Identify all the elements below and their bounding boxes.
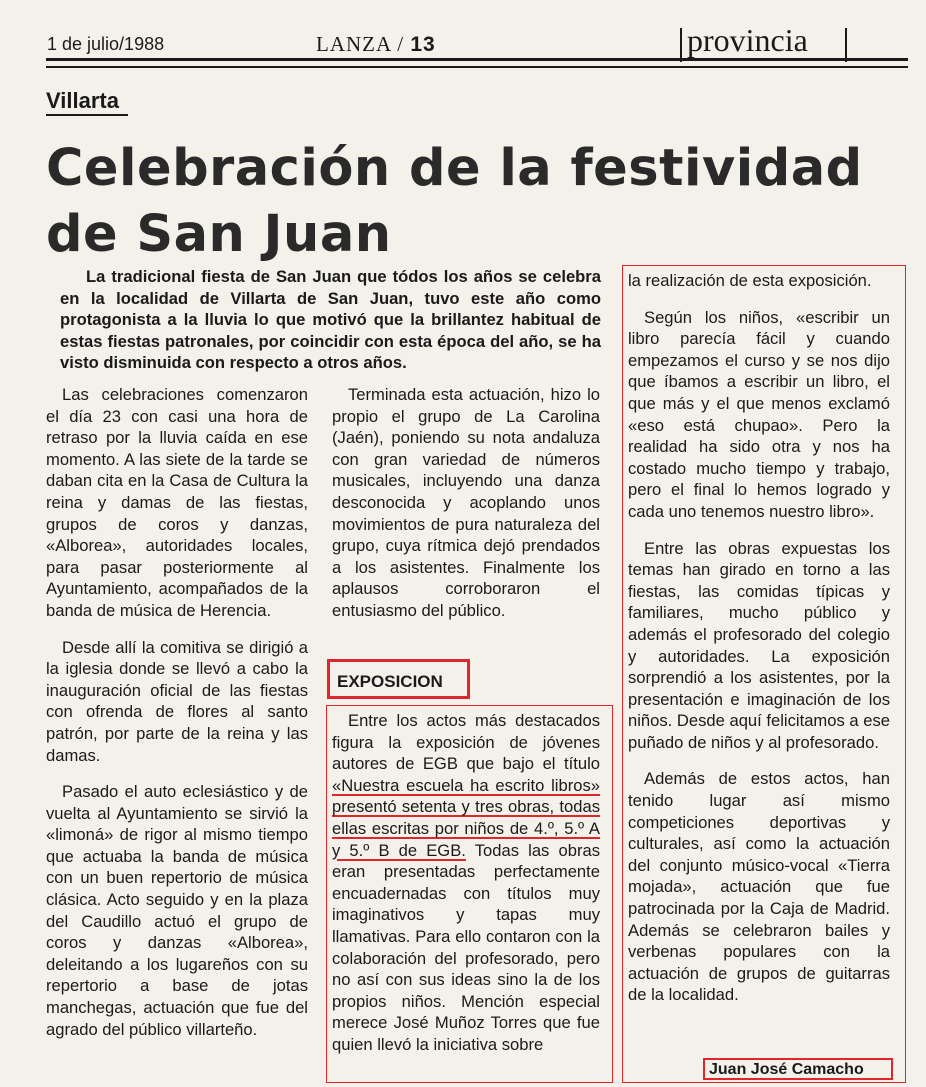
header-rule-bottom bbox=[46, 66, 908, 68]
paragraph: Terminada esta actuación, hizo lo propio el grupo de La Carolina (Jaén), poniendo su nota andaluza con gran variedad de números musicales, incluyendo una danza desconocida y acoplando unos movimientos de pura naturaleza del grupo, cuya rítmica dejó prendados a los asistentes. Finalmente los aplausos corroboraron el entusiasmo del público. bbox=[332, 385, 600, 620]
issue-date: 1 de julio/1988 bbox=[47, 34, 165, 54]
header-rule-top bbox=[46, 58, 908, 61]
paragraph: Pasado el auto eclesiástico y de vuelta al Ayuntamiento se sirvió la «limoná» de rigor al mismo tiempo que actuaba la banda de música con un buen repertorio de música clásica. Acto seguido y en la plaza del Caudillo actuó el grupo de coros y danzas «Alborea», deleitando a los lugareños con su repertorio a base de jotas manchegas, actuación que fue del agrado del público villarteño. bbox=[46, 782, 308, 1039]
column-2 bbox=[332, 384, 600, 622]
kicker-underline bbox=[46, 114, 128, 116]
expo-text-c: Todas las obras eran presentadas perfectamente encuadernadas con títulos muy imaginativos y tapas muy llamativas. Para ello contaron con la colaboración del profesorado, pero no así con sus ideas sino la de los propios niños. Mención especial merece José Muñoz Torres que fue quien llevó la iniciativa sobre bbox=[332, 840, 600, 1054]
paragraph: Las celebraciones comenzaron el día 23 con casi una hora de retraso por la lluvia caída en ese momento. A las siete de la tarde se daban cita en la Casa de Cultura la reina y damas de las fiestas, grupos de coros y danzas, «Alborea», autoridades locales, para pasar posteriormente al Ayuntamiento, acompañados de la banda de música de Herencia. bbox=[46, 385, 308, 620]
section-subhead: EXPOSICION bbox=[337, 672, 443, 691]
column-3 bbox=[628, 270, 890, 1021]
column-2-exposition bbox=[332, 710, 600, 1056]
expo-title: «Nuestra escuela ha escrito libros» bbox=[332, 775, 600, 795]
expo-text-a: Entre los actos más destacados figura la exposición de jóvenes autores de EGB que bajo el título bbox=[332, 711, 600, 774]
article-byline: Juan José Camacho bbox=[709, 1061, 864, 1078]
paragraph: Entre las obras expuestas los temas han girado en torno a las fiestas, las comidas típicas y familiares, mucho público y además el profesorado del colegio y autoridades. La exposición sorprendió a los asistentes, por la presentación e imaginación de los niños. Desde aquí felicitamos a ese puñado de niños y al profesorado. bbox=[628, 538, 890, 752]
paragraph: Además de estos actos, han tenido lugar así mismo competiciones deportivas y culturales, así como la actuación del conjunto músico-vocal «Tierra mojada», actuación que fue patrocinada por la Caja de Madrid. Además se celebraron bailes y verbenas populares con la actuación de grupos de guitarras de la localidad. bbox=[628, 769, 890, 1005]
paragraph-continuation: la realización de esta exposición. bbox=[628, 271, 872, 290]
article-kicker: Villarta bbox=[46, 88, 119, 113]
paragraph-exposition bbox=[332, 710, 600, 1056]
section-bracket-left bbox=[680, 28, 682, 62]
expo-text-b: presentó setenta y tres obras, todas ellas escritas por niños de 4.º, 5.º A y 5.º B de EGB. bbox=[332, 797, 600, 860]
article-lead: La tradicional fiesta de San Juan que tódos los años se celebra en la localidad de Villarta de San Juan, tuvo este año como protagonista a la lluvia lo que motivó que la brillantez habitual de estas fiestas patronales, por coincidir con esta época del año, se ha visto disminuida con respecto a otros años. bbox=[60, 267, 601, 373]
article-headline: Celebración de la festividad de San Juan bbox=[46, 139, 863, 264]
page-number: 13 bbox=[410, 33, 436, 56]
section-bracket-right bbox=[845, 28, 847, 62]
newspaper-name bbox=[316, 32, 436, 57]
column-1 bbox=[46, 384, 308, 1055]
section-name: provincia bbox=[687, 22, 808, 58]
newspaper-title: LANZA / bbox=[316, 32, 405, 56]
paragraph: Desde allí la comitiva se dirigió a la iglesia donde se llevó a cabo la inauguración oficial de las fiestas con ofrenda de flores al santo patrón, por parte de la reina y las damas. bbox=[46, 637, 308, 765]
paragraph: Según los niños, «escribir un libro parecía fácil y cuando empezamos el curso y se nos dijo que íbamos a escribir un libro, el que más y el que menos exclamó «eso está chupao». Pero la realidad ha sido otra y nos ha costado mucho tiempo y trabajo, pero el final lo hemos logrado y cada uno tenemos nuestro libro». bbox=[628, 307, 890, 521]
